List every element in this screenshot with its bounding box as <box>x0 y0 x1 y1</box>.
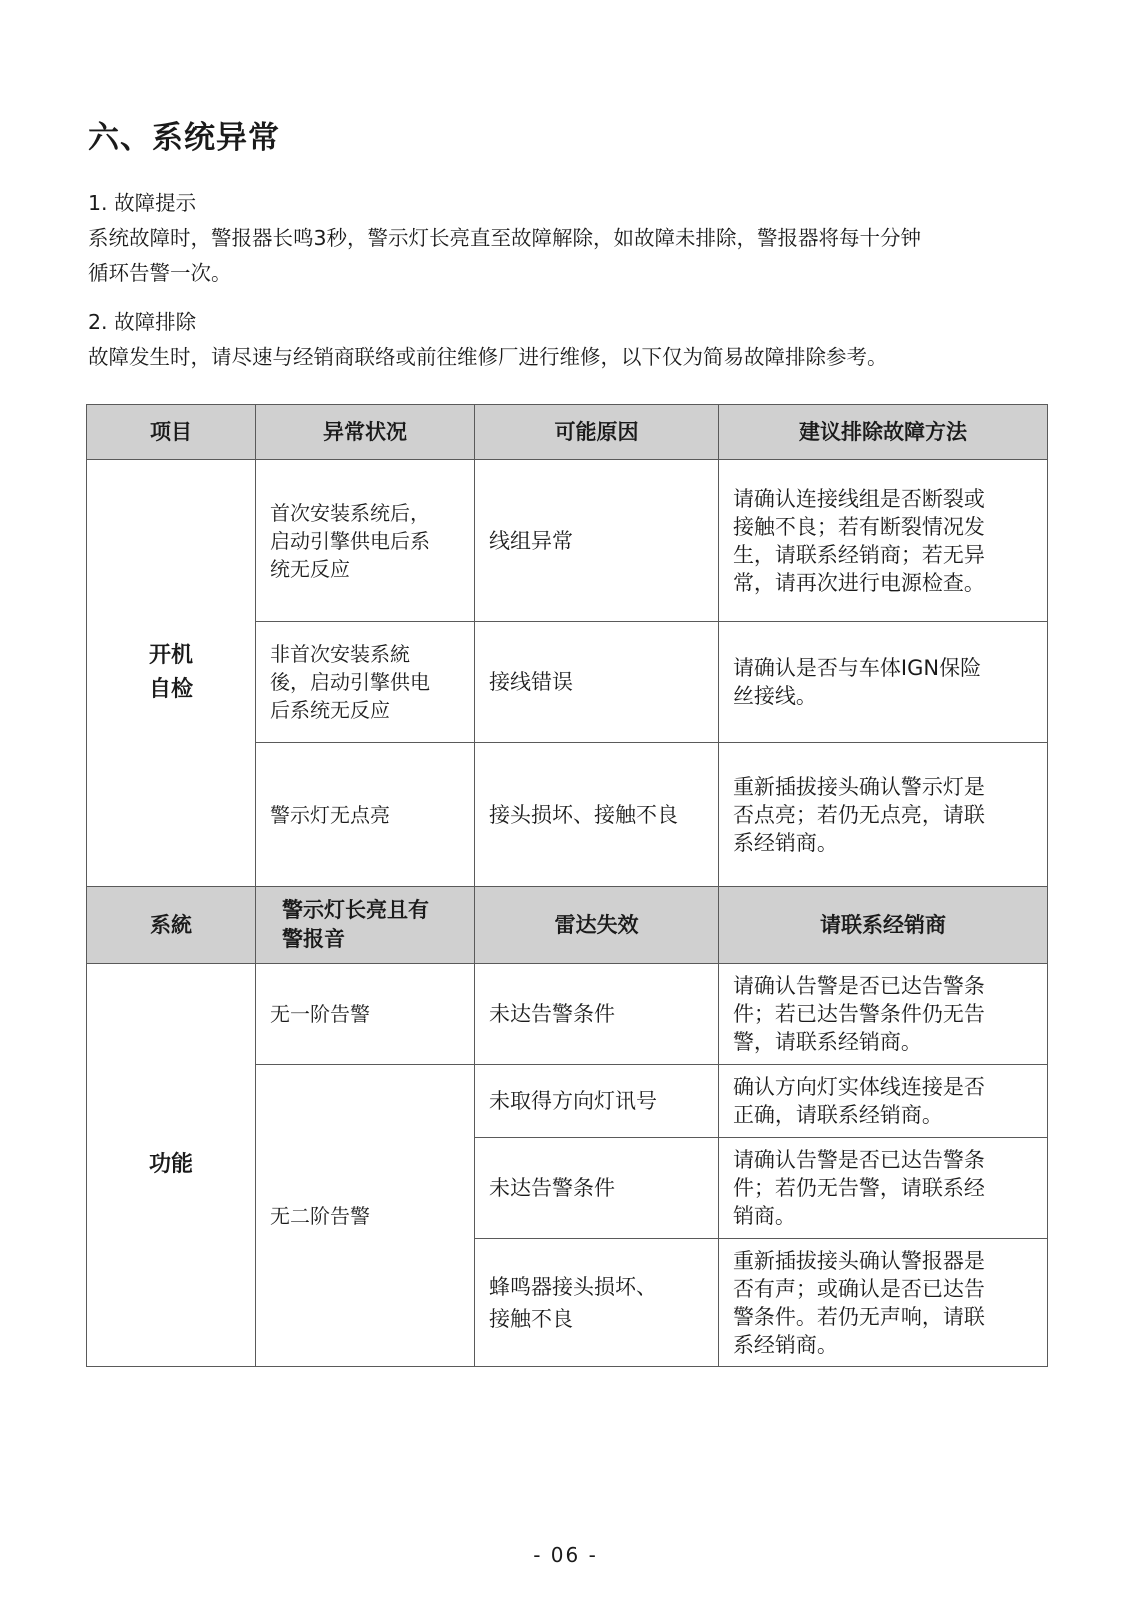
symptom-cell: 警示灯无点亮 <box>256 743 475 887</box>
section-heading: 2. 故障排除 <box>88 310 197 334</box>
header-cell: 建议排除故障方法 <box>718 405 1047 460</box>
cause-cell: 未达告警条件 <box>475 964 719 1065</box>
cause-cell: 接线错误 <box>475 622 719 743</box>
troubleshooting-table <box>86 404 1048 1367</box>
section-fault-notice <box>88 186 1048 291</box>
cause-cell: 未达告警条件 <box>475 1138 719 1239</box>
action-cell: 请确认告警是否已达告警条 件；若已达告警条件仍无告 警，请联系经销商。 <box>718 964 1047 1065</box>
cause-cell: 蜂鸣器接头损坏、 接触不良 <box>475 1239 719 1367</box>
header-cell: 可能原因 <box>475 405 719 460</box>
symptom-cell: 无二阶告警 <box>256 1065 475 1367</box>
symptom-cell: 非首次安装系統 後，启动引擎供电 后系统无反应 <box>256 622 475 743</box>
action-cell: 重新插拔接头确认警报器是 否有声；或确认是否已达告 警条件。若仍无声响，请联 系经销商。 <box>718 1239 1047 1367</box>
cause-cell: 未取得方向灯讯号 <box>475 1065 719 1138</box>
header-cell: 异常状况 <box>256 405 475 460</box>
symptom-cell: 警示灯长亮且有 警报音 <box>256 887 475 964</box>
action-cell: 确认方向灯实体线连接是否 正确，请联系经销商。 <box>718 1065 1047 1138</box>
section-troubleshooting <box>88 305 1048 375</box>
table-row-system <box>87 887 1048 964</box>
action-cell: 请确认告警是否已达告警条 件；若仍无告警，请联系经 销商。 <box>718 1138 1047 1239</box>
section-body: 故障发生时，请尽速与经销商联络或前往维修厂进行维修，以下仅为简易故障排除参考。 <box>88 345 888 369</box>
section-body: 系统故障时，警报器长鸣3秒，警示灯长亮直至故障解除，如故障未排除，警报器将每十分钟 循环告警一次。 <box>88 226 922 285</box>
page-title: 六、系统异常 <box>88 120 280 156</box>
action-cell: 请确认是否与车体IGN保险 丝接线。 <box>718 622 1047 743</box>
page-number: - 06 - <box>533 1543 598 1567</box>
section-heading: 1. 故障提示 <box>88 191 197 215</box>
action-cell: 重新插拔接头确认警示灯是 否点亮；若仍无点亮，请联 系经销商。 <box>718 743 1047 887</box>
category-function: 功能 <box>87 964 256 1367</box>
category-startup: 开机 自检 <box>87 460 256 887</box>
symptom-cell: 无一阶告警 <box>256 964 475 1065</box>
table-header-row <box>87 405 1048 460</box>
header-cell: 项目 <box>87 405 256 460</box>
table-row <box>87 964 1048 1065</box>
table-row <box>87 460 1048 622</box>
category-system: 系統 <box>87 887 256 964</box>
symptom-cell: 首次安装系统后， 启动引擎供电后系 统无反应 <box>256 460 475 622</box>
cause-cell: 接头损坏、接触不良 <box>475 743 719 887</box>
cause-cell: 线组异常 <box>475 460 719 622</box>
action-cell: 请确认连接线组是否断裂或 接触不良；若有断裂情况发 生，请联系经销商；若无异 常，请再次进行电源检查。 <box>718 460 1047 622</box>
cause-cell: 雷达失效 <box>475 887 719 964</box>
action-cell: 请联系经销商 <box>718 887 1047 964</box>
